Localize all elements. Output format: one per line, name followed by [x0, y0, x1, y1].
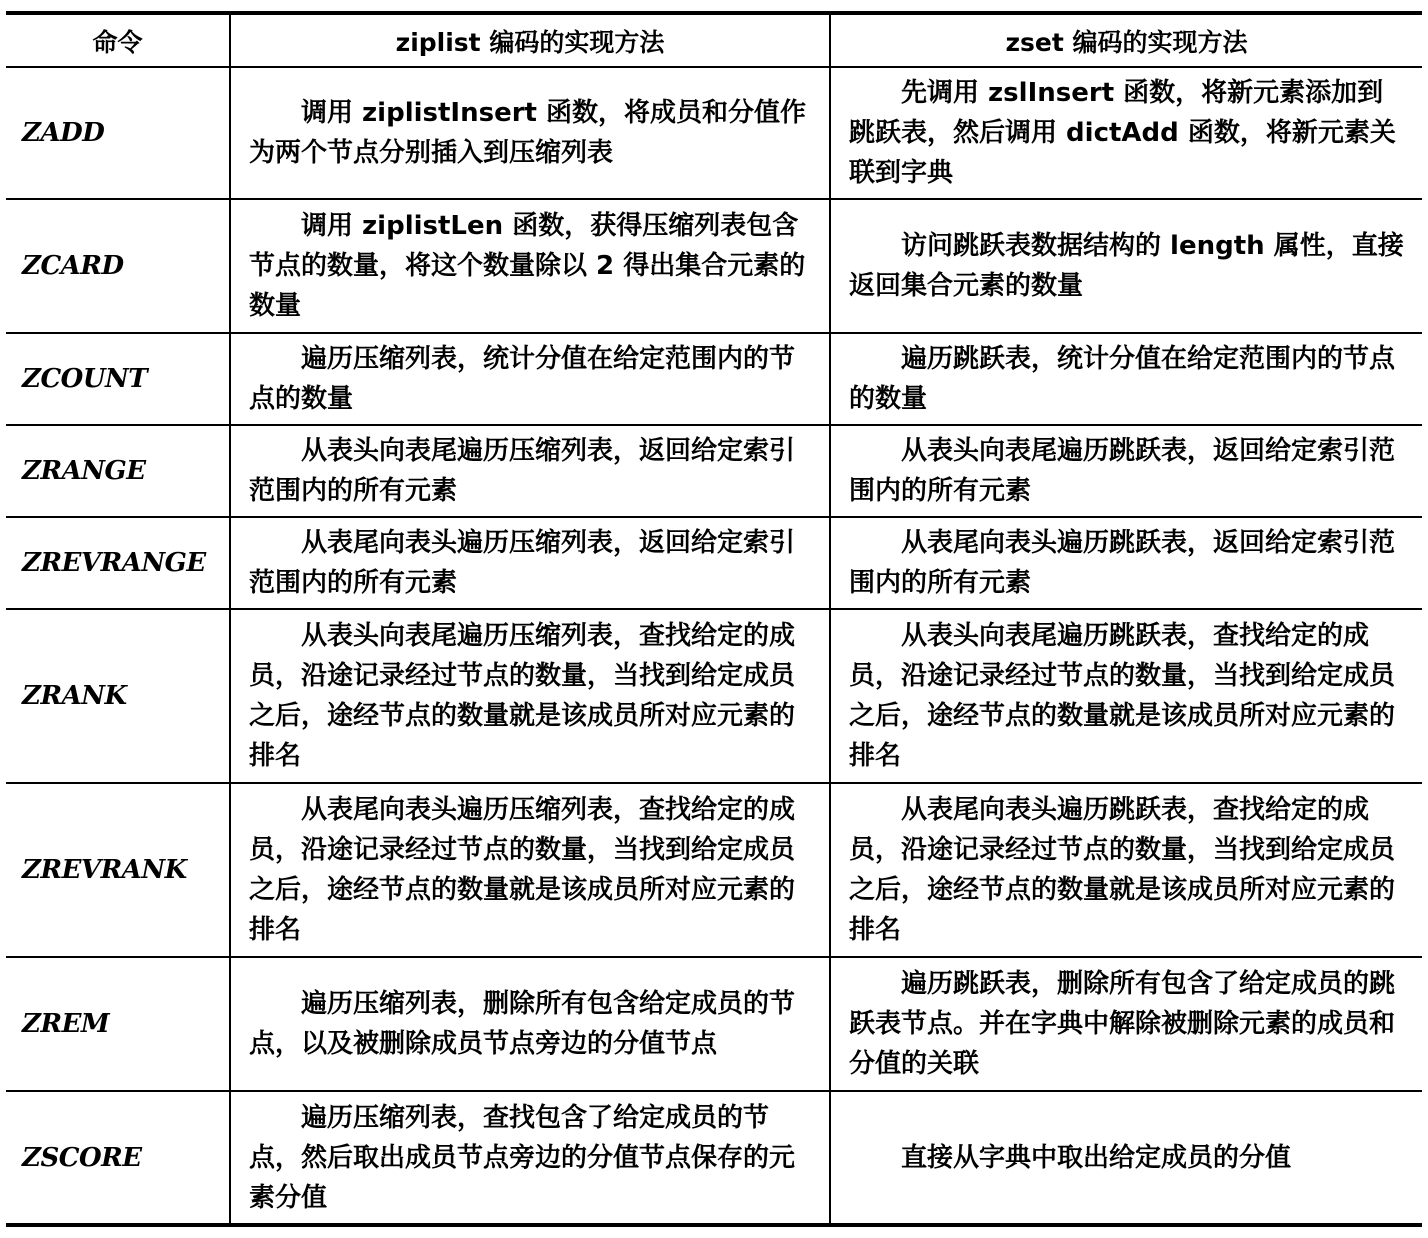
zset-impl-cell [830, 517, 1422, 609]
zset-impl-cell [830, 67, 1422, 199]
zset-impl-text: 先调用 zslInsert 函数，将新元素添加到跳跃表，然后调用 dictAdd 函数，将新元素关联到字典 [849, 78, 1396, 188]
ziplist-impl-cell [230, 425, 830, 517]
ziplist-impl-text: 调用 ziplistInsert 函数，将成员和分值作为两个节点分别插入到压缩列表 [249, 98, 807, 168]
zset-impl-text: 从表头向表尾遍历跳跃表，返回给定索引范围内的所有元素 [849, 436, 1396, 506]
zset-impl-cell [830, 609, 1422, 783]
ziplist-impl-cell [230, 333, 830, 425]
header-ziplist: ziplist 编码的实现方法 [230, 13, 830, 67]
zset-impl-cell [830, 783, 1422, 957]
header-command: 命令 [6, 13, 230, 67]
zset-impl-cell [830, 1091, 1422, 1225]
table-row [6, 1091, 1422, 1225]
table-body [6, 67, 1422, 1225]
header-row [6, 13, 1422, 67]
table-row [6, 609, 1422, 783]
command-cell: ZRANGE [6, 425, 230, 517]
zset-impl-text: 遍历跳跃表，删除所有包含了给定成员的跳跃表节点。并在字典中解除被删除元素的成员和分值的关联 [849, 969, 1396, 1079]
command-cell: ZRANK [6, 609, 230, 783]
zset-impl-cell [830, 957, 1422, 1091]
ziplist-impl-cell [230, 783, 830, 957]
table-row [6, 517, 1422, 609]
ziplist-impl-cell [230, 199, 830, 333]
zset-impl-cell [830, 199, 1422, 333]
zset-impl-text: 从表尾向表头遍历跳跃表，查找给定的成员，沿途记录经过节点的数量，当找到给定成员之后，途经节点的数量就是该成员所对应元素的排名 [849, 795, 1396, 945]
ziplist-impl-cell [230, 67, 830, 199]
table-row [6, 199, 1422, 333]
table-row [6, 425, 1422, 517]
ziplist-impl-text: 调用 ziplistLen 函数，获得压缩列表包含节点的数量，将这个数量除以 2 得出集合元素的数量 [249, 211, 806, 321]
ziplist-impl-text: 遍历压缩列表，删除所有包含给定成员的节点，以及被删除成员节点旁边的分值节点 [249, 989, 796, 1059]
table-row [6, 67, 1422, 199]
ziplist-impl-cell [230, 957, 830, 1091]
table-row [6, 957, 1422, 1091]
zset-impl-text: 从表头向表尾遍历跳跃表，查找给定的成员，沿途记录经过节点的数量，当找到给定成员之后，途经节点的数量就是该成员所对应元素的排名 [849, 621, 1396, 771]
command-cell: ZREM [6, 957, 230, 1091]
ziplist-impl-text: 从表尾向表头遍历压缩列表，查找给定的成员，沿途记录经过节点的数量，当找到给定成员之后，途经节点的数量就是该成员所对应元素的排名 [249, 795, 796, 945]
table-row [6, 333, 1422, 425]
zset-impl-text: 访问跳跃表数据结构的 length 属性，直接返回集合元素的数量 [849, 231, 1404, 301]
table-row [6, 783, 1422, 957]
command-cell: ZADD [6, 67, 230, 199]
ziplist-impl-text: 遍历压缩列表，查找包含了给定成员的节点，然后取出成员节点旁边的分值节点保存的元素分值 [249, 1102, 796, 1213]
command-cell: ZSCORE [6, 1091, 230, 1225]
zset-impl-cell [830, 333, 1422, 425]
command-cell: ZREVRANGE [6, 517, 230, 609]
ziplist-impl-text: 从表头向表尾遍历压缩列表，返回给定索引范围内的所有元素 [249, 436, 796, 506]
ziplist-impl-cell [230, 517, 830, 609]
header-zset: zset 编码的实现方法 [830, 13, 1422, 67]
zset-impl-text: 直接从字典中取出给定成员的分值 [901, 1142, 1292, 1173]
command-cell: ZCARD [6, 199, 230, 333]
ziplist-impl-cell [230, 1091, 830, 1225]
ziplist-impl-cell [230, 609, 830, 783]
zset-impl-text: 从表尾向表头遍历跳跃表，返回给定索引范围内的所有元素 [849, 528, 1396, 598]
ziplist-impl-text: 从表头向表尾遍历压缩列表，查找给定的成员，沿途记录经过节点的数量，当找到给定成员之后，途经节点的数量就是该成员所对应元素的排名 [249, 621, 796, 771]
command-cell: ZREVRANK [6, 783, 230, 957]
ziplist-impl-text: 遍历压缩列表，统计分值在给定范围内的节点的数量 [249, 344, 796, 414]
zset-impl-text: 遍历跳跃表，统计分值在给定范围内的节点的数量 [849, 344, 1396, 414]
table-header [6, 13, 1422, 67]
command-implementation-table [6, 11, 1422, 1227]
ziplist-impl-text: 从表尾向表头遍历压缩列表，返回给定索引范围内的所有元素 [249, 528, 796, 598]
command-cell: ZCOUNT [6, 333, 230, 425]
zset-impl-cell [830, 425, 1422, 517]
